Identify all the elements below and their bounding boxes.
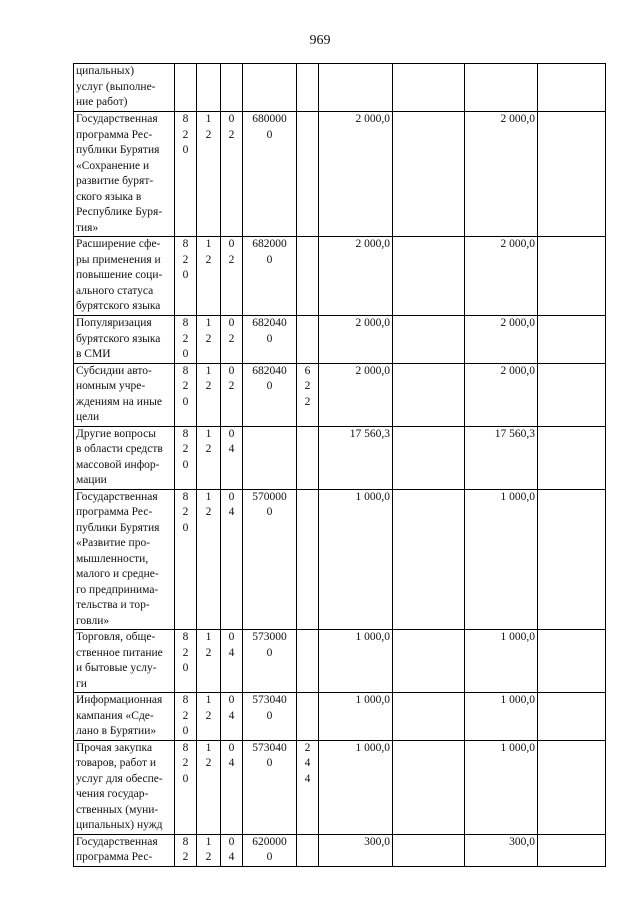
section-code-cell (197, 740, 221, 834)
target-article-cell-line: 680000 (252, 113, 287, 125)
glav-code-cell (175, 112, 197, 237)
target-article-cell (243, 489, 297, 630)
amount-cell: 2 000,0 (319, 316, 393, 364)
target-article-cell (243, 740, 297, 834)
subsection-code-cell-line: 0 (228, 238, 235, 250)
item-name-cell-line: развитие бурят- (76, 175, 154, 187)
section-code-cell-line: 1 (205, 427, 212, 440)
table-row (74, 693, 606, 741)
subsection-code-cell (221, 363, 243, 426)
glav-code-cell-line: 2 (182, 851, 189, 863)
glav-code-cell-line: 0 (182, 395, 189, 408)
amount-total-cell: 1 000,0 (465, 693, 538, 741)
glav-code-cell (175, 693, 197, 741)
glav-code-cell-line: 8 (182, 631, 189, 643)
amount-total-cell: 2 000,0 (465, 112, 538, 237)
subsection-code-cell-line: 4 (228, 709, 235, 722)
item-name-cell-line: в области средств (76, 443, 163, 455)
item-name-cell-line: номным учре- (76, 380, 146, 392)
section-code-cell (197, 834, 221, 866)
subsection-code-cell (221, 112, 243, 237)
amount-total-cell: 2 000,0 (465, 237, 538, 316)
amount-cell: 2 000,0 (319, 237, 393, 316)
empty-cell (393, 237, 465, 316)
glav-code-cell (175, 834, 197, 866)
item-name-cell-line: услуг (выполне- (76, 80, 156, 93)
amount-cell: 1 000,0 (319, 489, 393, 630)
target-article-cell-line: 573000 (252, 631, 287, 643)
item-name-cell-line: бурятского языка (76, 300, 161, 312)
amount-total-cell: 1 000,0 (465, 489, 538, 630)
item-name-cell (74, 316, 175, 364)
target-article-cell-line: 0 (266, 709, 273, 722)
amount-cell: 1 000,0 (319, 740, 393, 834)
item-name-cell-line: программа Рес- (76, 128, 153, 141)
expense-type-cell-line: 4 (304, 757, 311, 769)
amount-cell: 1 000,0 (319, 630, 393, 693)
empty-cell (538, 834, 606, 866)
glav-code-cell-line: 8 (182, 113, 189, 125)
empty-cell (538, 316, 606, 364)
glav-code-cell-line: 0 (182, 725, 189, 737)
item-name-cell-line: Прочая закупка (76, 741, 153, 754)
item-name-cell (74, 740, 175, 834)
item-name-cell-line: ципальных) (76, 65, 135, 77)
item-name-cell-line: лано в Бурятии» (76, 725, 157, 737)
item-name-cell-line: ального статуса (76, 284, 154, 297)
item-name-cell-line: ственных (муни- (76, 803, 159, 816)
page-number: 969 (309, 33, 331, 48)
subsection-code-cell-line: 0 (228, 113, 235, 125)
item-name-cell-line: Другие вопросы (76, 427, 156, 440)
subsection-code-cell-line: 0 (228, 631, 235, 643)
section-code-cell-line: 1 (205, 490, 212, 503)
amount-total-cell: 1 000,0 (465, 740, 538, 834)
item-name-cell-line: программа Рес- (76, 506, 153, 518)
amount-total-cell: 300,0 (465, 834, 538, 866)
amount-total-cell: 17 560,3 (465, 426, 538, 489)
item-name-cell-line: товаров, работ и (76, 757, 157, 769)
subsection-code-cell-line: 0 (228, 427, 235, 440)
amount-cell: 2 000,0 (319, 363, 393, 426)
item-name-cell-line: ственное питание (76, 646, 163, 659)
item-name-cell (74, 237, 175, 316)
item-name-cell-line: Государственная (76, 835, 158, 848)
glav-code-cell-line: 8 (182, 317, 189, 329)
empty-cell (538, 693, 606, 741)
empty-cell (538, 740, 606, 834)
item-name-cell-line: ского языка в (76, 190, 142, 203)
item-name-cell-line: бурятского языка (76, 332, 161, 345)
glav-code-cell-line: 8 (182, 364, 189, 377)
subsection-code-cell (221, 426, 243, 489)
target-article-cell-line: 682040 (252, 364, 287, 377)
section-code-cell-line: 2 (205, 128, 212, 141)
section-code-cell-line: 2 (205, 253, 212, 266)
budget-table (73, 63, 606, 867)
empty-cell (393, 64, 465, 112)
expense-type-cell (297, 316, 319, 364)
target-article-cell-line: 620000 (252, 835, 287, 848)
expense-type-cell-line: 6 (304, 364, 311, 377)
glav-code-cell-line: 0 (182, 772, 189, 785)
item-name-cell-line: мации (76, 474, 107, 486)
target-article-cell (243, 693, 297, 741)
empty-cell (393, 630, 465, 693)
glav-code-cell (175, 740, 197, 834)
amount-cell: 17 560,3 (319, 426, 393, 489)
item-name-cell-line: публики Бурятия (76, 144, 160, 156)
item-name-cell-line: малого и средне- (76, 568, 159, 580)
section-code-cell (197, 64, 221, 112)
item-name-cell-line: ги (76, 677, 87, 690)
section-code-cell-line: 2 (205, 757, 212, 769)
table-row (74, 834, 606, 866)
table-row (74, 112, 606, 237)
target-article-cell (243, 64, 297, 112)
item-name-cell (74, 363, 175, 426)
amount-cell (319, 64, 393, 112)
glav-code-cell-line: 2 (182, 709, 189, 722)
subsection-code-cell-line: 4 (228, 646, 235, 659)
glav-code-cell (175, 237, 197, 316)
glav-code-cell-line: 8 (182, 238, 189, 250)
target-article-cell-line: 0 (266, 851, 273, 863)
item-name-cell-line: в СМИ (76, 348, 111, 360)
glav-code-cell-line: 0 (182, 144, 189, 156)
item-name-cell-line: Республике Буря- (76, 206, 163, 218)
empty-cell (393, 426, 465, 489)
target-article-cell-line: 682040 (252, 317, 287, 329)
subsection-code-cell-line: 0 (228, 835, 235, 848)
empty-cell (393, 834, 465, 866)
empty-cell (393, 489, 465, 630)
glav-code-cell (175, 316, 197, 364)
empty-cell (538, 426, 606, 489)
section-code-cell (197, 112, 221, 237)
empty-cell (393, 693, 465, 741)
target-article-cell (243, 834, 297, 866)
subsection-code-cell-line: 2 (228, 253, 235, 266)
subsection-code-cell (221, 237, 243, 316)
expense-type-cell (297, 834, 319, 866)
section-code-cell-line: 2 (205, 332, 212, 345)
glav-code-cell-line: 2 (182, 646, 189, 659)
item-name-cell-line: повышение соци- (76, 269, 163, 281)
subsection-code-cell-line: 0 (228, 317, 235, 329)
glav-code-cell-line: 0 (182, 662, 189, 674)
table-row (74, 64, 606, 112)
expense-type-cell (297, 363, 319, 426)
expense-type-cell (297, 489, 319, 630)
section-code-cell-line: 2 (205, 646, 212, 659)
empty-cell (538, 630, 606, 693)
item-name-cell-line: цели (76, 411, 100, 423)
subsection-code-cell-line: 2 (228, 128, 235, 141)
expense-type-cell-line: 4 (304, 772, 311, 785)
glav-code-cell-line: 0 (182, 521, 189, 534)
item-name-cell-line: ципальных) нужд (76, 819, 163, 831)
item-name-cell (74, 630, 175, 693)
glav-code-cell (175, 630, 197, 693)
glav-code-cell (175, 64, 197, 112)
item-name-cell-line: Расширение сфе- (76, 238, 161, 250)
target-article-cell (243, 316, 297, 364)
expense-type-cell-line: 2 (304, 380, 311, 392)
empty-cell (538, 64, 606, 112)
amount-total-cell: 2 000,0 (465, 316, 538, 364)
item-name-cell-line: «Развитие про- (76, 537, 151, 549)
amount-total-cell (465, 64, 538, 112)
subsection-code-cell (221, 630, 243, 693)
amount-cell: 2 000,0 (319, 112, 393, 237)
target-article-cell (243, 363, 297, 426)
item-name-cell (74, 112, 175, 237)
glav-code-cell-line: 2 (182, 443, 189, 455)
section-code-cell (197, 426, 221, 489)
glav-code-cell-line: 2 (182, 757, 189, 769)
glav-code-cell (175, 363, 197, 426)
section-code-cell-line: 2 (205, 709, 212, 722)
glav-code-cell-line: 2 (182, 506, 189, 518)
item-name-cell-line: говли» (76, 614, 110, 627)
item-name-cell-line: кампания «Сде- (76, 709, 154, 722)
target-article-cell-line: 0 (266, 646, 273, 659)
item-name-cell-line: Государственная (76, 113, 158, 125)
target-article-cell-line: 573040 (252, 741, 287, 754)
item-name-cell-line: публики Бурятия (76, 521, 160, 534)
subsection-code-cell-line: 2 (228, 380, 235, 392)
target-article-cell-line: 0 (266, 506, 273, 518)
item-name-cell-line: Государственная (76, 490, 158, 503)
subsection-code-cell-line: 2 (228, 332, 235, 345)
section-code-cell-line: 1 (205, 364, 212, 377)
glav-code-cell-line: 0 (182, 269, 189, 281)
empty-cell (393, 112, 465, 237)
glav-code-cell-line: 8 (182, 427, 189, 440)
expense-type-cell-line: 2 (304, 741, 311, 754)
subsection-code-cell (221, 693, 243, 741)
target-article-cell-line: 0 (266, 332, 273, 345)
empty-cell (393, 363, 465, 426)
item-name-cell (74, 426, 175, 489)
subsection-code-cell-line: 4 (228, 443, 235, 455)
subsection-code-cell (221, 64, 243, 112)
subsection-code-cell-line: 4 (228, 851, 235, 863)
subsection-code-cell-line: 0 (228, 694, 235, 706)
subsection-code-cell (221, 834, 243, 866)
item-name-cell-line: программа Рес- (76, 851, 153, 863)
section-code-cell-line: 1 (205, 113, 212, 125)
item-name-cell (74, 489, 175, 630)
section-code-cell-line: 1 (205, 741, 212, 754)
empty-cell (538, 489, 606, 630)
section-code-cell-line: 1 (205, 694, 212, 706)
item-name-cell-line: ры применения и (76, 253, 161, 266)
amount-cell: 1 000,0 (319, 693, 393, 741)
section-code-cell (197, 630, 221, 693)
expense-type-cell (297, 630, 319, 693)
target-article-cell (243, 237, 297, 316)
target-article-cell-line: 0 (266, 380, 273, 392)
expense-type-cell (297, 237, 319, 316)
section-code-cell (197, 693, 221, 741)
target-article-cell (243, 426, 297, 489)
subsection-code-cell (221, 740, 243, 834)
section-code-cell (197, 363, 221, 426)
empty-cell (538, 363, 606, 426)
amount-total-cell: 2 000,0 (465, 363, 538, 426)
target-article-cell-line: 570000 (252, 490, 287, 503)
expense-type-cell (297, 112, 319, 237)
target-article-cell-line: 0 (266, 253, 273, 266)
item-name-cell-line: массовой инфор- (76, 458, 160, 471)
item-name-cell (74, 693, 175, 741)
section-code-cell (197, 489, 221, 630)
glav-code-cell-line: 2 (182, 332, 189, 345)
section-code-cell-line: 2 (205, 851, 212, 863)
item-name-cell-line: Торговля, обще- (76, 631, 156, 643)
section-code-cell-line: 1 (205, 835, 212, 848)
glav-code-cell-line: 2 (182, 128, 189, 141)
table-row (74, 740, 606, 834)
section-code-cell-line: 1 (205, 317, 212, 329)
empty-cell (538, 112, 606, 237)
target-article-cell-line: 0 (266, 757, 273, 769)
item-name-cell (74, 64, 175, 112)
glav-code-cell-line: 8 (182, 694, 189, 706)
target-article-cell (243, 112, 297, 237)
section-code-cell (197, 237, 221, 316)
item-name-cell-line: ние работ) (76, 96, 128, 108)
table-row (74, 426, 606, 489)
expense-type-cell (297, 426, 319, 489)
section-code-cell-line: 2 (205, 443, 212, 455)
item-name-cell (74, 834, 175, 866)
subsection-code-cell-line: 4 (228, 757, 235, 769)
target-article-cell-line: 682000 (252, 238, 287, 250)
subsection-code-cell (221, 316, 243, 364)
subsection-code-cell-line: 0 (228, 364, 235, 377)
item-name-cell-line: Информационная (76, 694, 163, 706)
expense-type-cell (297, 740, 319, 834)
table-row (74, 316, 606, 364)
empty-cell (538, 237, 606, 316)
glav-code-cell-line: 8 (182, 490, 189, 503)
table-row (74, 630, 606, 693)
item-name-cell-line: услуг для обеспе- (76, 772, 163, 785)
target-article-cell (243, 630, 297, 693)
glav-code-cell-line: 0 (182, 458, 189, 471)
item-name-cell-line: Популяризация (76, 317, 152, 329)
item-name-cell-line: го предпринима- (76, 583, 159, 596)
target-article-cell-line: 0 (266, 128, 273, 141)
item-name-cell-line: тия» (76, 221, 99, 234)
table-row (74, 489, 606, 630)
expense-type-cell (297, 693, 319, 741)
item-name-cell-line: Субсидии авто- (76, 364, 152, 377)
section-code-cell-line: 2 (205, 506, 212, 518)
item-name-cell-line: ждениям на иные (76, 395, 162, 408)
table-row (74, 237, 606, 316)
item-name-cell-line: и бытовые услу- (76, 662, 157, 674)
target-article-cell-line: 573040 (252, 694, 287, 706)
subsection-code-cell-line: 0 (228, 490, 235, 503)
amount-cell: 300,0 (319, 834, 393, 866)
subsection-code-cell (221, 489, 243, 630)
expense-type-cell (297, 64, 319, 112)
amount-total-cell: 1 000,0 (465, 630, 538, 693)
section-code-cell-line: 2 (205, 380, 212, 392)
section-code-cell-line: 1 (205, 631, 212, 643)
item-name-cell-line: чения государ- (76, 788, 149, 800)
section-code-cell-line: 1 (205, 238, 212, 250)
glav-code-cell-line: 8 (182, 835, 189, 848)
glav-code-cell (175, 426, 197, 489)
expense-type-cell-line: 2 (304, 395, 311, 408)
glav-code-cell-line: 0 (182, 348, 189, 360)
item-name-cell-line: тельства и тор- (76, 599, 150, 611)
section-code-cell (197, 316, 221, 364)
glav-code-cell-line: 2 (182, 253, 189, 266)
glav-code-cell-line: 2 (182, 380, 189, 392)
empty-cell (393, 316, 465, 364)
glav-code-cell (175, 489, 197, 630)
subsection-code-cell-line: 0 (228, 741, 235, 754)
subsection-code-cell-line: 4 (228, 506, 235, 518)
glav-code-cell-line: 8 (182, 741, 189, 754)
item-name-cell-line: «Сохранение и (76, 159, 150, 172)
table-row (74, 363, 606, 426)
empty-cell (393, 740, 465, 834)
item-name-cell-line: мышленности, (76, 552, 149, 565)
